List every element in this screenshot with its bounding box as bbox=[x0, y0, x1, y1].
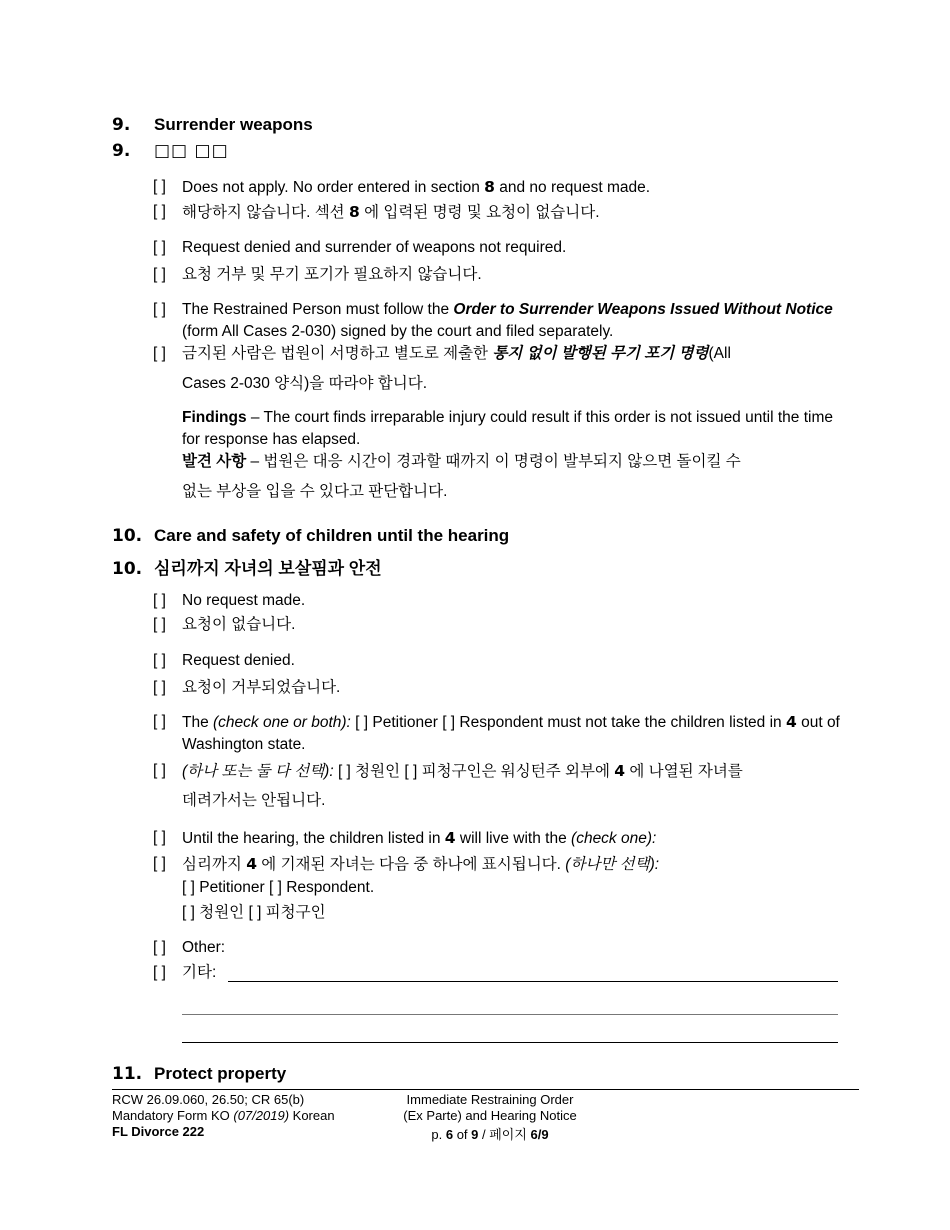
section-number: 10. bbox=[112, 526, 143, 546]
checkbox[interactable]: [ ] bbox=[153, 301, 166, 318]
s9-findings-ko-cont: 없는 부상을 입을 수 있다고 판단합니다. bbox=[182, 483, 448, 500]
checkbox[interactable]: [ ] bbox=[153, 964, 166, 981]
checkbox[interactable]: [ ] bbox=[153, 762, 166, 779]
checkbox[interactable]: [ ] bbox=[153, 178, 166, 195]
section-10-heading bbox=[112, 526, 509, 546]
section-number: 9. bbox=[112, 141, 131, 161]
section-title: Surrender weapons bbox=[154, 115, 313, 134]
section-9-heading-ko bbox=[112, 141, 229, 161]
page-number: p. 6 of 9 / 페이지 6/9 bbox=[431, 1127, 549, 1142]
footer-rule bbox=[112, 1089, 859, 1090]
section-title-ko: 심리까지 자녀의 보살핌과 안전 bbox=[154, 559, 382, 578]
checkbox[interactable]: [ ] bbox=[153, 203, 166, 220]
section-title-ko: □□ □□ bbox=[154, 141, 229, 161]
checkbox[interactable]: [ ] bbox=[153, 652, 166, 669]
section-number: 9. bbox=[112, 115, 131, 135]
checkbox[interactable]: [ ] bbox=[153, 939, 166, 956]
checkbox[interactable]: [ ] bbox=[153, 616, 166, 633]
other-input-line-2[interactable] bbox=[182, 1014, 838, 1015]
other-input-line[interactable] bbox=[228, 981, 838, 982]
checkbox[interactable]: [ ] bbox=[153, 679, 166, 696]
section-number: 10. bbox=[112, 559, 143, 579]
s10-petitioner-respondent-choice[interactable]: [ ] Petitioner [ ] Respondent. bbox=[182, 879, 375, 896]
section-9-heading bbox=[112, 115, 313, 135]
checkbox[interactable]: [ ] bbox=[153, 829, 166, 846]
checkbox[interactable]: [ ] bbox=[153, 855, 166, 872]
footer-middle: Immediate Restraining Order (Ex Parte) and Hearing Notice p. 6 of 9 / 페이지 6/9 bbox=[395, 1092, 585, 1143]
s10-petitioner-respondent-choice-ko[interactable]: [ ] 청원인 [ ] 피청구인 bbox=[182, 904, 326, 921]
other-input-line-3[interactable] bbox=[182, 1042, 838, 1043]
checkbox[interactable]: [ ] bbox=[153, 345, 166, 362]
s10-option-not-take-children-ko-cont: 데려가서는 안됩니다. bbox=[182, 792, 326, 809]
section-number: 11. bbox=[112, 1064, 143, 1084]
checkbox[interactable]: [ ] bbox=[153, 239, 166, 256]
section-10-heading-ko bbox=[112, 554, 382, 579]
section-11-heading bbox=[112, 1064, 286, 1084]
checkbox[interactable]: [ ] bbox=[153, 266, 166, 283]
footer-left: RCW 26.09.060, 26.50; CR 65(b) Mandatory Form KO (07/2019) Korean FL Divorce 222 bbox=[112, 1092, 335, 1139]
s9-option-follow-order-ko-cont: Cases 2-030 양식)을 따라야 합니다. bbox=[182, 375, 428, 392]
checkbox[interactable]: [ ] bbox=[153, 592, 166, 609]
form-page: 9. Surrender weapons 9. □□ □□ [ ] Does not apply. No order entered in section 8 and no request made. [ ] 해당하지 않습니다. 섹션 8 에 입력된 명령 및 요청이 없습니다. [ ] Request denied and surrender of weapons not required. [ ] 요청 거부 및 무기 포기가 필요하지 않습니다. [ ] The Restrained Person must follow the Order to Surrender Weapons Issued Without Notice (form All Cases 2-030) signed by the court and filed separately. [ ] 금지된 사람은 법원이 서명하고 별도로 제출한 통지 없이 발행된 무기 포기 명령(All Cases 2-030 양식)을 따라야 합니다. Findings – The court finds irreparable injury could result if this order is not issued until the time for response has elapsed. 발견 사항 – 법원은 대응 시간이 경과할 때까지 이 명령이 발부되지 않으면 돌이킬 수 없는 부상을 입을 수 있다고 판단합니다. 10. Care and safety of children until the hearing 10. 심리까지 자녀의 보살핌과 안전 [ ] No request made. [ ] 요청이 없습니다. [ ] Request denied. [ ] 요청이 거부되었습니다. [ ] The (check one or both): [ ] Petitioner [ ] Respondent must not take the children listed in 4 out of Washington state. [ ] (하나 또는 둘 다 선택): [ ] 청원인 [ ] 피청구인은 워싱턴주 외부에 4 에 나열된 자녀를 데려가서는 안됩니다. [ ] Until the hearing, the children listed in 4 will live with the (check one): [ ] 심리까지 4 에 기재된 자녀는 다음 중 하나에 표시됩니다. (하나만 선택): [ ] Petitioner [ ] Respondent. [ ] 청원인 [ ] 피청구인 [ ] Other: [ ] 기타: 11. Protect property RCW 26.09.060, 26.50; CR 65(b) Mandatory Form KO (07/2019) Korean FL Divorce 222 Immediate Restraining Order (Ex Parte) and Hearing Notice p. 6 of 9 / 페이지 6/9 bbox=[0, 0, 950, 1230]
s9-findings: Findings – The court finds irreparable injury could result if this order is not issued until the time for response has elapsed. bbox=[182, 409, 833, 448]
section-title: Care and safety of children until the hearing bbox=[154, 526, 510, 545]
checkbox[interactable]: [ ] bbox=[153, 713, 166, 730]
section-title: Protect property bbox=[154, 1064, 287, 1083]
s9-findings-ko: 발견 사항 – 법원은 대응 시간이 경과할 때까지 이 명령이 발부되지 않으면 돌이킬 수 bbox=[182, 453, 741, 470]
